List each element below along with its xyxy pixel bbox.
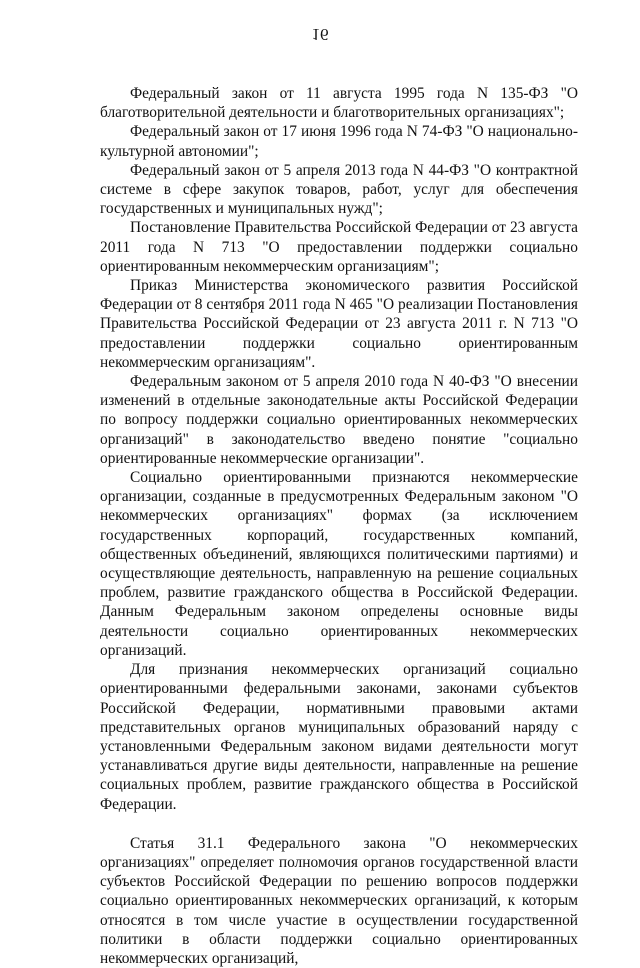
paragraph-article-31-1: Статья 31.1 Федерального закона "О некоммерческих организациях" определяет полномочия органов государственной власти субъектов Российской Федерации по решению вопросов поддержки социально ориентированных некоммерческих организаций, к которым относятся в том числе участие в осуществлении государственной политики в области поддержки социально ориентированных некоммерческих организаций, [100, 834, 578, 967]
paragraph-law-74: Федеральный закон от 17 июня 1996 года N 74-ФЗ "О национально-культурной автономии"; [100, 123, 578, 160]
paragraph-resolution-713: Постановление Правительства Российской Федерации от 23 августа 2011 года N 713 "О предоставлении поддержки социально ориентированным некоммерческим организациям"; [100, 219, 578, 275]
document-body [100, 84, 578, 968]
paragraph-recognition: Для признания некоммерческих организаций социально ориентированными федеральными законами, законами субъектов Российской Федерации, нормативными правовыми актами представительных органов муниципальных образований наряду с установленными Федеральным законом видами деятельности могут устанавливаться другие виды деятельности, направленные на решение социальных проблем, развитие гражданского общества в Российской Федерации. [100, 661, 578, 813]
paragraph-definition: Социально ориентированными признаются некоммерческие организации, созданные в предусмотренных Федеральным законом "О некоммерческих организациях" формах (за исключением государственных корпораций, государственных компаний, общественных объединений, являющихся политическими партиями) и осуществляющие деятельность, направленную на решение социальных проблем, развитие гражданского общества в Российской Федерации. Данным Федеральным законом определены основные виды деятельности социально ориентированных некоммерческих организаций. [100, 469, 578, 659]
paragraph-law-40: Федеральным законом от 5 апреля 2010 года N 40-ФЗ "О внесении изменений в отдельные законодательные акты Российской Федерации по вопросу поддержки социально ориентированных некоммерческих организаций" в законодательство введено понятие "социально ориентированные некоммерческие организации". [100, 373, 578, 467]
paragraph-law-135: Федеральный закон от 11 августа 1995 года N 135-ФЗ "О благотворительной деятельности и благотворительных организациях"; [100, 85, 578, 122]
paragraph-order-465: Приказ Министерства экономического развития Российской Федерации от 8 сентября 2011 года N 465 "О реализации Постановления Правительства Российской Федерации от 23 августа 2011 г. N 713 "О предоставлении поддержки социально ориентированным некоммерческим организациям". [100, 277, 578, 371]
paragraph-law-44: Федеральный закон от 5 апреля 2013 года N 44-ФЗ "О контрактной системе в сфере закупок товаров, работ, услуг для обеспечения государственных и муниципальных нужд"; [100, 161, 578, 218]
page-number: 16 [311, 25, 329, 44]
